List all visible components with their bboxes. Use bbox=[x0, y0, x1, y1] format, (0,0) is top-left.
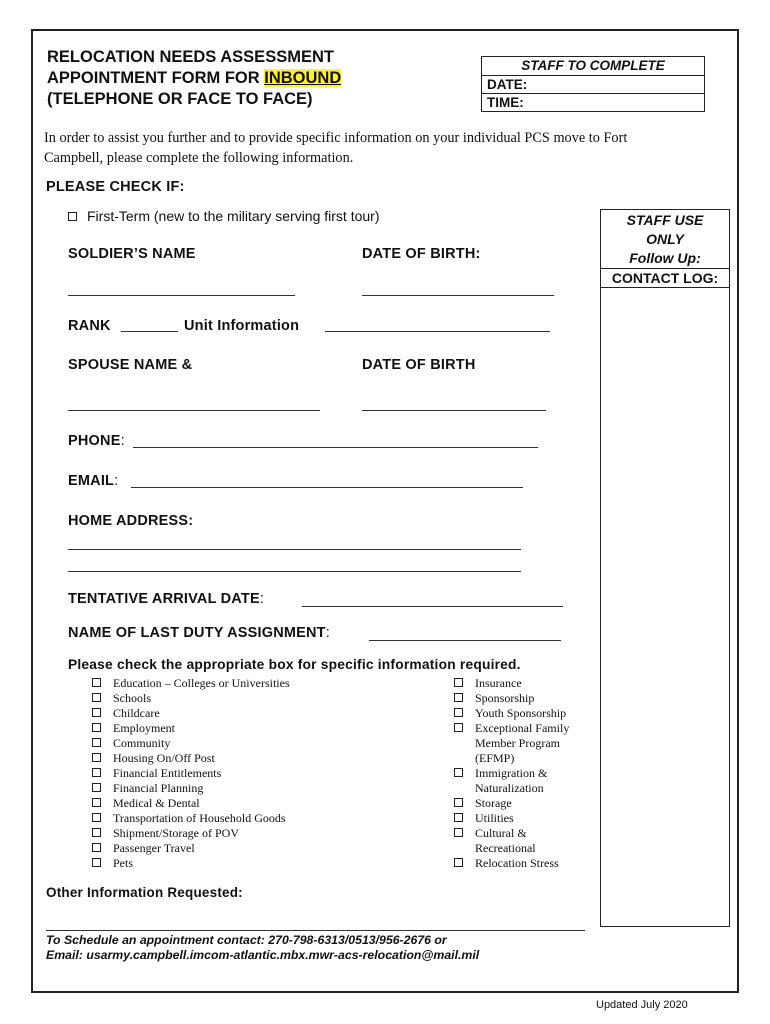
staff-date-field[interactable]: DATE: bbox=[482, 75, 704, 93]
option-immigration-line-2: Naturalization bbox=[475, 781, 544, 795]
option-checkbox[interactable] bbox=[454, 768, 463, 777]
option-checkbox[interactable] bbox=[92, 678, 101, 687]
email-label bbox=[68, 473, 118, 489]
option-efmp-line-3: (EFMP) bbox=[475, 751, 515, 765]
email-input[interactable] bbox=[131, 487, 523, 488]
staff-to-complete-box bbox=[481, 56, 705, 112]
option-storage[interactable] bbox=[454, 796, 569, 811]
left-options-list bbox=[92, 676, 290, 871]
option-checkbox[interactable] bbox=[454, 723, 463, 732]
other-info-label: Other Information Requested: bbox=[46, 885, 243, 900]
unit-information-input[interactable] bbox=[325, 331, 550, 332]
last-duty-input[interactable] bbox=[369, 640, 561, 641]
footer-line-2: Email: usarmy.campbell.imcom-atlantic.mbx.mwr-acs-relocation@mail.mil bbox=[46, 948, 480, 962]
contact-log-label: CONTACT LOG: bbox=[601, 268, 729, 288]
option-checkbox[interactable] bbox=[92, 813, 101, 822]
other-info-input[interactable] bbox=[46, 930, 585, 931]
option-checkbox[interactable] bbox=[454, 708, 463, 717]
option-label: Community bbox=[113, 736, 171, 750]
phone-input[interactable] bbox=[133, 447, 538, 448]
option-checkbox[interactable] bbox=[92, 858, 101, 867]
option-checkbox[interactable] bbox=[92, 783, 101, 792]
first-term-label: First-Term (new to the military serving first tour) bbox=[87, 208, 380, 224]
option-label: Sponsorship bbox=[475, 691, 535, 705]
rank-input[interactable] bbox=[121, 331, 178, 332]
option-immigration[interactable] bbox=[454, 766, 569, 781]
last-duty-colon: : bbox=[325, 625, 330, 641]
spouse-name-label: SPOUSE NAME & bbox=[68, 357, 193, 373]
option-cultural[interactable] bbox=[454, 826, 569, 841]
email-colon: : bbox=[114, 473, 119, 489]
home-address-input-2[interactable] bbox=[68, 571, 521, 572]
footer-line-1: To Schedule an appointment contact: 270-798-6313/0513/956-2676 or bbox=[46, 933, 447, 947]
option-label: Housing On/Off Post bbox=[113, 751, 215, 765]
option-label: Financial Entitlements bbox=[113, 766, 222, 780]
option-label: Shipment/Storage of POV bbox=[113, 826, 239, 840]
spouse-dob-label: DATE OF BIRTH bbox=[362, 357, 476, 373]
option-passenger-travel[interactable] bbox=[92, 841, 290, 856]
option-transportation[interactable] bbox=[92, 811, 290, 826]
option-checkbox[interactable] bbox=[454, 858, 463, 867]
first-term-option[interactable] bbox=[68, 208, 380, 224]
date-of-birth-input[interactable] bbox=[362, 295, 554, 296]
option-community[interactable] bbox=[92, 736, 290, 751]
option-sponsorship[interactable] bbox=[454, 691, 569, 706]
option-label: Immigration & bbox=[475, 766, 548, 780]
option-checkbox[interactable] bbox=[92, 708, 101, 717]
option-label: Pets bbox=[113, 856, 134, 870]
arrival-date-input[interactable] bbox=[302, 606, 563, 607]
spouse-name-input[interactable] bbox=[68, 410, 320, 411]
option-efmp-line-2: Member Program bbox=[475, 736, 560, 750]
option-label: Financial Planning bbox=[113, 781, 204, 795]
option-relocation-stress[interactable] bbox=[454, 856, 569, 871]
option-checkbox[interactable] bbox=[454, 798, 463, 807]
option-efmp[interactable] bbox=[454, 721, 569, 736]
option-checkbox[interactable] bbox=[92, 738, 101, 747]
option-checkbox[interactable] bbox=[454, 678, 463, 687]
option-housing[interactable] bbox=[92, 751, 290, 766]
staff-time-field[interactable]: TIME: bbox=[482, 93, 704, 111]
title-line-1: RELOCATION NEEDS ASSESSMENT bbox=[47, 48, 334, 66]
last-duty-label bbox=[68, 625, 330, 641]
option-insurance[interactable] bbox=[454, 676, 569, 691]
option-checkbox[interactable] bbox=[92, 798, 101, 807]
home-address-label: HOME ADDRESS: bbox=[68, 513, 194, 529]
option-label: Education – Colleges or Universities bbox=[113, 676, 290, 690]
option-cultural-line-2: Recreational bbox=[475, 841, 536, 855]
title-line-2-prefix: APPOINTMENT FORM FOR bbox=[47, 69, 265, 87]
option-label: Storage bbox=[475, 796, 512, 810]
option-label: Exceptional Family bbox=[475, 721, 570, 735]
phone-label bbox=[68, 433, 125, 449]
unit-information-label: Unit Information bbox=[184, 318, 300, 334]
option-financial-planning[interactable] bbox=[92, 781, 290, 796]
option-schools[interactable] bbox=[92, 691, 290, 706]
option-checkbox[interactable] bbox=[92, 843, 101, 852]
option-label: Transportation of Household Goods bbox=[113, 811, 286, 825]
option-label: Cultural & bbox=[475, 826, 527, 840]
staff-use-panel bbox=[600, 209, 730, 927]
intro-paragraph: In order to assist you further and to provide specific information on your individual PCS move to Fort Campbell, please complete the following information. bbox=[44, 130, 628, 166]
check-instruction: Please check the appropriate box for specific information required. bbox=[68, 657, 521, 672]
option-checkbox[interactable] bbox=[92, 753, 101, 762]
option-label: Insurance bbox=[475, 676, 522, 690]
option-utilities[interactable] bbox=[454, 811, 569, 826]
soldiers-name-label: SOLDIER’S NAME bbox=[68, 246, 196, 262]
option-checkbox[interactable] bbox=[454, 693, 463, 702]
option-education[interactable] bbox=[92, 676, 290, 691]
updated-date: Updated July 2020 bbox=[596, 999, 688, 1011]
footer-contact bbox=[46, 933, 479, 963]
rank-label: RANK bbox=[68, 318, 111, 334]
option-financial-entitlements[interactable] bbox=[92, 766, 290, 781]
date-of-birth-label: DATE OF BIRTH: bbox=[362, 246, 481, 262]
first-term-checkbox[interactable] bbox=[68, 212, 77, 221]
spouse-dob-input[interactable] bbox=[362, 410, 546, 411]
last-duty-label-text: NAME OF LAST DUTY ASSIGNMENT bbox=[68, 625, 326, 641]
option-checkbox[interactable] bbox=[454, 813, 463, 822]
title-line-2 bbox=[47, 68, 341, 89]
option-employment[interactable] bbox=[92, 721, 290, 736]
follow-up-label: Follow Up: bbox=[629, 250, 701, 266]
staff-box-heading: STAFF TO COMPLETE bbox=[521, 58, 665, 73]
option-shipment-pov[interactable] bbox=[92, 826, 290, 841]
phone-colon: : bbox=[120, 433, 125, 449]
arrival-date-label bbox=[68, 591, 264, 607]
option-label: Youth Sponsorship bbox=[475, 706, 567, 720]
home-address-input-1[interactable] bbox=[68, 549, 521, 550]
phone-label-text: PHONE bbox=[68, 433, 121, 449]
option-pets[interactable] bbox=[92, 856, 290, 871]
soldiers-name-input[interactable] bbox=[68, 295, 295, 296]
option-checkbox[interactable] bbox=[92, 768, 101, 777]
option-checkbox[interactable] bbox=[92, 828, 101, 837]
option-label: Childcare bbox=[113, 706, 160, 720]
option-checkbox[interactable] bbox=[92, 693, 101, 702]
right-options-list bbox=[454, 676, 569, 871]
title-line-3: (TELEPHONE OR FACE TO FACE) bbox=[47, 90, 313, 108]
option-label: Utilities bbox=[475, 811, 514, 825]
option-label: Passenger Travel bbox=[113, 841, 195, 855]
form-title bbox=[47, 47, 341, 110]
arrival-date-label-text: TENTATIVE ARRIVAL DATE bbox=[68, 591, 260, 607]
option-childcare[interactable] bbox=[92, 706, 290, 721]
option-label: Employment bbox=[113, 721, 175, 735]
staff-use-line-2: ONLY bbox=[646, 231, 684, 247]
option-medical-dental[interactable] bbox=[92, 796, 290, 811]
option-checkbox[interactable] bbox=[92, 723, 101, 732]
option-youth-sponsorship[interactable] bbox=[454, 706, 569, 721]
option-label: Medical & Dental bbox=[113, 796, 200, 810]
option-label: Relocation Stress bbox=[475, 856, 559, 870]
option-checkbox[interactable] bbox=[454, 828, 463, 837]
email-label-text: EMAIL bbox=[68, 473, 115, 489]
option-label: Schools bbox=[113, 691, 152, 705]
inbound-highlight: INBOUND bbox=[264, 69, 342, 87]
staff-use-line-1: STAFF USE bbox=[626, 212, 704, 228]
arrival-date-colon: : bbox=[259, 591, 265, 607]
please-check-heading: PLEASE CHECK IF: bbox=[46, 179, 185, 195]
